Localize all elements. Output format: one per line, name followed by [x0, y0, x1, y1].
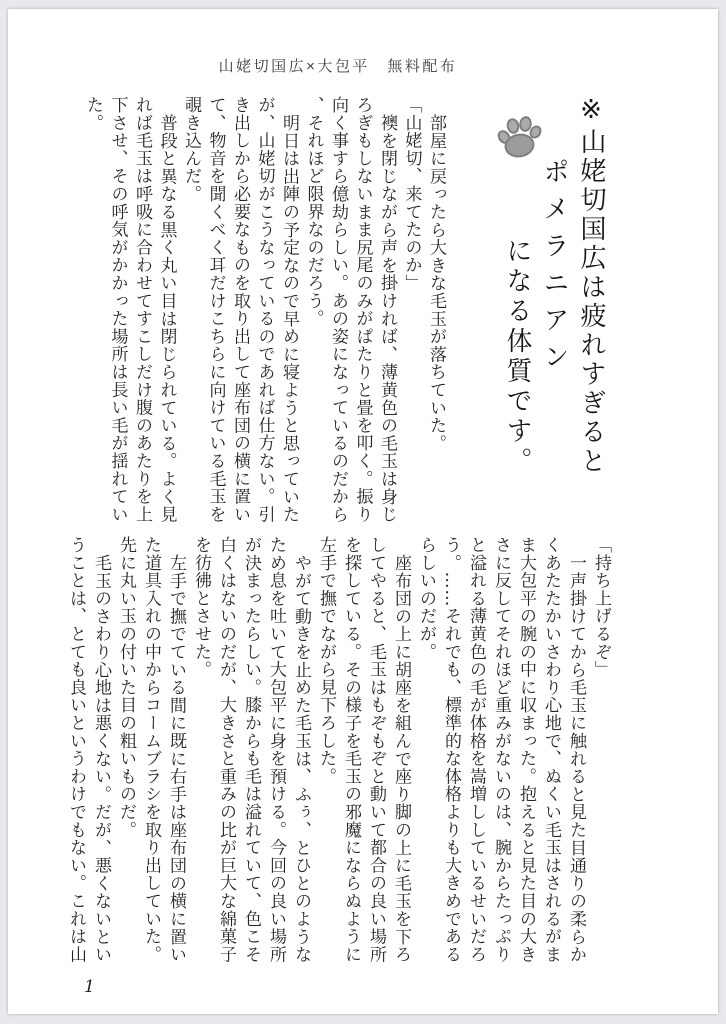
title-line-2: ポメラニアン — [540, 158, 570, 380]
doujinshi-page — [8, 9, 718, 1014]
paragraph: やがて動きを止めた毛玉は、ふぅ、とひとのようなため息を吐いて大包平に身を預ける。今回の良い場所が決まったらしい。膝からも毛は溢れていて、色こそ白くはないのだが、大きさと重みの比が巨大な綿菓子を彷彿とさせた。 — [191, 536, 311, 964]
page-number: 1 — [84, 977, 95, 997]
body-text-bottom-band — [55, 536, 613, 964]
running-header: 山姥切国広×大包平 無料配布 — [218, 58, 458, 75]
title-line-1: ※山姥切国広は疲れすぎると — [577, 95, 607, 476]
paragraph: 襖を閉じながら声を掛ければ、薄黄色の毛玉は身じろぎもしないまま尻尾のみがぱたりと畳を叩く。振り向く事すら億劫らしい。あの姿になっているのだから、それほど限界なのだろう。 — [303, 96, 397, 524]
paragraph: 明日は出陣の予定なので早めに寝ようと思っていたが、山姥切がこうなっているのであれば仕方ない。引き出しから必要なものを取り出して座布団の横に置いて、物音を聞くべく耳だけこちらに向けている毛玉を覗き込んだ。 — [181, 96, 299, 524]
paragraph: 左手で撫でている間に既に右手は座布団の横に置いた道具入れの中からコームブラシを取り出していた。先に丸い玉の付いた目の粗いものだ。 — [116, 536, 186, 964]
paragraph: 座布団の上に胡座を組んで座り脚の上に毛玉を下ろしてやると、毛玉はもぞもぞと動いて都合の良い場所を探している。その様子を毛玉の邪魔にならぬように左手で撫でながら見下ろした。 — [316, 536, 411, 964]
dialogue-paragraph: 「持ち上げるぞ」 — [591, 536, 611, 679]
paw-print-icon — [494, 114, 542, 162]
dialogue-paragraph: 「山姥切、来てたのか」 — [401, 96, 422, 292]
title-line-3: になる体質です。 — [503, 237, 533, 477]
body-text-top-band — [76, 96, 448, 524]
paragraph: 部屋に戻ったら大きな毛玉が落ちていた。 — [426, 113, 446, 452]
paragraph: 一声掛けてから毛玉に触れると見た目通りの柔らかくあたたかいさわり心地で、ぬくい毛玉はされるがまま大包平の腕の中に収まった。抱えると見た目の大きさに反してそれほど重みがないのは、腕からたっぷりと溢れる薄黄色の毛が体格を嵩増ししているせいだろう。……それでも、標準的な体格よりも大きめであるらしいのだが。 — [416, 536, 586, 964]
paragraph: 普段と異なる黒く丸い目は閉じられている。よく見れば毛玉は呼吸に合わせてすこしだけ腹のあたりを上下させ、その呼気がかかった場所は長い毛が揺れていた。 — [83, 96, 177, 524]
paragraph: 毛玉のさわり心地は悪くない。だが、悪くないということは、とても良いというわけでもない。これは山 — [66, 536, 111, 964]
